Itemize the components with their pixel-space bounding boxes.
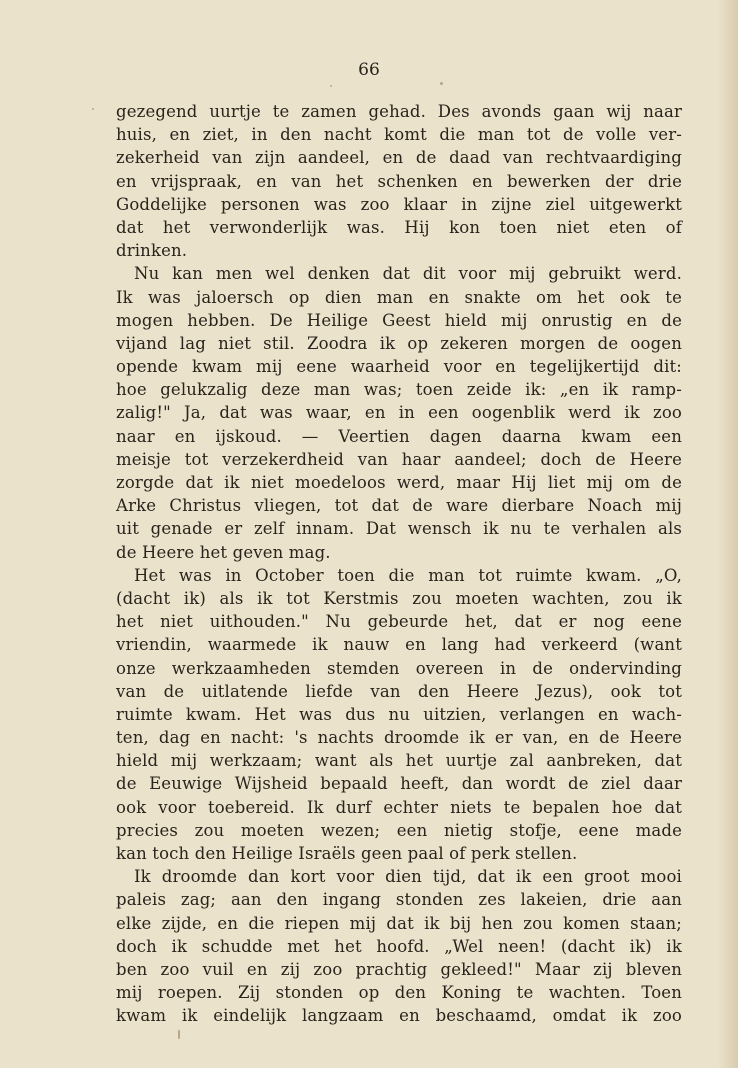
text-line: gezegend uurtje te zamen gehad. Des avonds gaan wij naar bbox=[116, 102, 682, 121]
text-line: mogen hebben. De Heilige Geest hield mij onrustig en de bbox=[116, 310, 682, 330]
text-line: precies zou moeten wezen; een nietig stofje, eene made bbox=[116, 820, 682, 840]
text-line: het niet uithouden." Nu gebeurde het, dat er nog eene bbox=[116, 612, 682, 632]
text-line: elke zijde, en die riepen mij dat ik bij hen zou komen staan; bbox=[116, 913, 682, 933]
text-line: huis, en ziet, in den nacht komt die man tot de volle ver- bbox=[116, 125, 682, 145]
text-line: meisje tot verzekerdheid van haar aandeel; doch de Heere bbox=[116, 449, 682, 469]
page-edge-shadow bbox=[718, 0, 738, 1068]
text-line: (dacht ik) als ik tot Kerstmis zou moeten wachten, zou ik bbox=[116, 588, 682, 608]
text-line: ruimte kwam. Het was dus nu uitzien, verlangen en wach- bbox=[116, 704, 682, 724]
text-line: Ik was jaloersch op dien man en snakte om het ook te bbox=[116, 287, 682, 307]
text-line: drinken. bbox=[116, 241, 188, 261]
text-line: Goddelijke personen was zoo klaar in zijne ziel uitgewerkt bbox=[116, 194, 682, 214]
body-text bbox=[116, 100, 682, 1028]
text-line: zorgde dat ik niet moedeloos werd, maar Hij liet mij om de bbox=[116, 473, 682, 492]
text-line: de Eeuwige Wijsheid bepaald heeft, dan wordt de ziel daar bbox=[116, 774, 682, 794]
paragraph-first-line: Nu kan men wel denken dat dit voor mij gebruikt werd. bbox=[134, 264, 682, 284]
text-line: kan toch den Heilige Israëls geen paal of perk stellen. bbox=[116, 844, 578, 863]
text-line: hoe gelukzalig deze man was; toen zeide ik: „en ik ramp- bbox=[116, 380, 682, 400]
text-line: hield mij werkzaam; want als het uurtje zal aanbreken, dat bbox=[116, 751, 682, 771]
paper-speck bbox=[440, 82, 443, 85]
text-line: zalig!" Ja, dat was waar, en in een oogenblik werd ik zoo bbox=[116, 403, 682, 423]
page-number: 66 bbox=[358, 60, 380, 80]
paragraph-first-line: Het was in October toen die man tot ruimte kwam. „O, bbox=[134, 565, 682, 585]
text-line: paleis zag; aan den ingang stonden zes lakeien, drie aan bbox=[116, 890, 682, 910]
paper-speck bbox=[92, 108, 94, 110]
text-line: zekerheid van zijn aandeel, en de daad van rechtvaardiging bbox=[116, 148, 682, 168]
text-line: naar en ijskoud. — Veertien dagen daarna kwam een bbox=[116, 426, 682, 446]
text-line: onze werkzaamheden stemden overeen in de ondervinding bbox=[116, 658, 682, 678]
paper-speck bbox=[330, 85, 332, 87]
text-line: ook voor toebereid. Ik durf echter niets te bepalen hoe dat bbox=[116, 797, 682, 817]
text-line: ben zoo vuil en zij zoo prachtig gekleed!" Maar zij bleven bbox=[116, 959, 682, 979]
text-line: dat het verwonderlijk was. Hij kon toen niet eten of bbox=[116, 217, 682, 237]
text-line: mij roepen. Zij stonden op den Koning te wachten. Toen bbox=[116, 983, 682, 1003]
text-line: doch ik schudde met het hoofd. „Wel neen! (dacht ik) ik bbox=[116, 936, 682, 956]
text-line: kwam ik eindelijk langzaam en beschaamd, omdat ik zoo bbox=[116, 1006, 682, 1026]
text-line: ten, dag en nacht: 's nachts droomde ik er van, en de Heere bbox=[116, 728, 682, 748]
text-line: uit genade er zelf innam. Dat wensch ik nu te verhalen als bbox=[116, 519, 682, 539]
text-line: vriendin, waarmede ik nauw en lang had verkeerd (want bbox=[116, 635, 682, 655]
paper-speck bbox=[178, 1030, 180, 1039]
text-line: Arke Christus vliegen, tot dat de ware dierbare Noach mij bbox=[116, 496, 682, 516]
text-line: opende kwam mij eene waarheid voor en tegelijkertijd dit: bbox=[116, 357, 682, 377]
paragraph-first-line: Ik droomde dan kort voor dien tijd, dat ik een groot mooi bbox=[134, 867, 682, 887]
text-line: van de uitlatende liefde van den Heere Jezus), ook tot bbox=[116, 681, 682, 701]
text-line: vijand lag niet stil. Zoodra ik op zekeren morgen de oogen bbox=[116, 333, 682, 353]
text-line: de Heere het geven mag. bbox=[116, 542, 331, 562]
text-line: en vrijspraak, en van het schenken en bewerken der drie bbox=[116, 171, 682, 191]
